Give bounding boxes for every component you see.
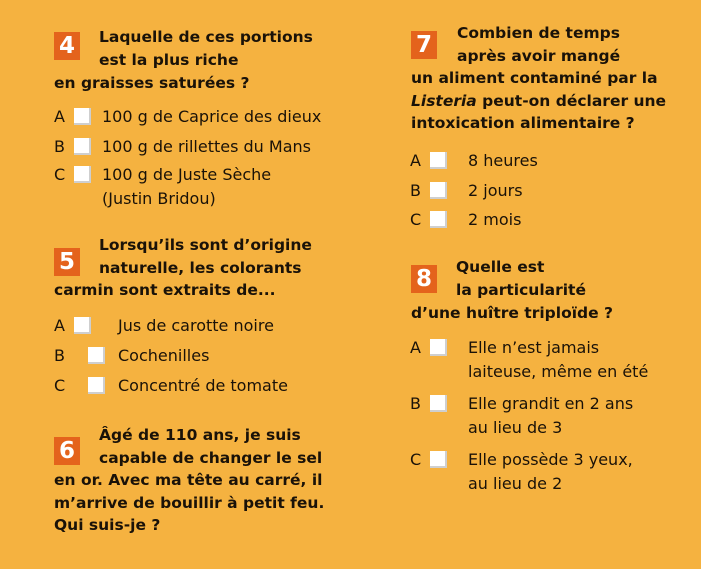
option-letter: B (54, 137, 65, 156)
question-7-line-2: après avoir mangé (457, 46, 621, 65)
checkbox[interactable] (74, 317, 91, 334)
option-letter: C (54, 376, 66, 395)
question-8-line-2: la particularité (456, 280, 586, 299)
option-text: Jus de carotte noire (118, 316, 274, 335)
option-text: Concentré de tomate (118, 376, 288, 395)
checkbox[interactable] (74, 108, 91, 125)
question-4-option-c-line-2: (Justin Bridou) (102, 189, 216, 208)
option-letter: C (54, 165, 66, 184)
question-4-number: 4 (54, 32, 80, 60)
question-7-line-4 (411, 90, 666, 113)
checkbox[interactable] (88, 347, 105, 364)
checkbox[interactable] (74, 138, 91, 155)
checkbox[interactable] (430, 451, 447, 468)
option-letter: B (54, 346, 65, 365)
checkbox[interactable] (430, 339, 447, 356)
option-text: 2 mois (468, 210, 522, 229)
option-letter: C (410, 450, 422, 469)
question-4-text (54, 26, 313, 71)
option-letter: A (410, 151, 421, 170)
option-letter: B (410, 394, 421, 413)
option-letter: A (54, 316, 65, 335)
question-6-line-3: en or. Avec ma tête au carré, il (54, 471, 323, 489)
option-letter: C (410, 210, 422, 229)
checkbox[interactable] (88, 377, 105, 394)
listeria-italic: Listeria (411, 91, 477, 110)
question-6-line-4: m’arrive de bouillir à petit feu. (54, 493, 325, 512)
question-6-line-2: capable de changer le sel (99, 448, 323, 467)
question-4-line-3 (54, 72, 249, 95)
question-6-number: 6 (54, 437, 80, 465)
question-7-line-3: un aliment contaminé par la (411, 69, 658, 87)
option-text: 100 g de Juste Sèche (102, 165, 272, 184)
question-7-number: 7 (411, 31, 437, 59)
option-text: Cochenilles (118, 346, 210, 365)
checkbox[interactable] (430, 152, 447, 169)
question-8-option-a-line-2: laiteuse, même en été (468, 362, 649, 381)
question-7-line-5: intoxication alimentaire ? (411, 114, 635, 132)
option-letter: A (54, 107, 65, 126)
question-5-line-2: naturelle, les colorants (99, 258, 302, 277)
question-7-line-4-rest: peut-on déclarer une (476, 91, 667, 110)
question-5-line-3: carmin sont extraits de... (54, 281, 276, 299)
option-text: 2 jours (468, 181, 523, 200)
question-8-text (411, 256, 586, 301)
checkbox[interactable] (430, 182, 447, 199)
option-letter: B (410, 181, 421, 200)
question-4-line-3-text: en graisses saturées ? (54, 74, 250, 92)
checkbox[interactable] (74, 166, 91, 183)
question-6-line-5: Qui suis-je ? (54, 516, 161, 534)
question-8-line-3: d’une huître triploïde ? (411, 304, 614, 322)
question-7-line-1: Combien de temps (457, 24, 620, 42)
question-5-line-1: Lorsqu’ils sont d’origine (99, 236, 312, 254)
question-8-option-c-line-2: au lieu de 2 (468, 474, 563, 493)
option-text: Elle n’est jamais (468, 338, 600, 357)
question-5-number: 5 (54, 248, 80, 276)
question-8-option-b-line-2: au lieu de 3 (468, 418, 563, 437)
question-8-line-1: Quelle est (456, 258, 545, 276)
option-text: 8 heures (468, 151, 538, 170)
question-7-text (411, 22, 666, 135)
option-letter: A (410, 338, 421, 357)
question-4-line-1: Laquelle de ces portions (99, 28, 313, 46)
option-text: Elle possède 3 yeux, (468, 450, 633, 469)
option-text: 100 g de Caprice des dieux (102, 107, 322, 126)
question-8-number: 8 (411, 265, 437, 293)
question-4-line-2: est la plus riche (99, 50, 239, 69)
question-5-text (54, 234, 312, 302)
checkbox[interactable] (430, 211, 447, 228)
option-text: 100 g de rillettes du Mans (102, 137, 311, 156)
option-text: Elle grandit en 2 ans (468, 394, 634, 413)
question-6-line-1: Âgé de 110 ans, je suis (99, 426, 301, 444)
checkbox[interactable] (430, 395, 447, 412)
question-6-text (54, 424, 324, 537)
